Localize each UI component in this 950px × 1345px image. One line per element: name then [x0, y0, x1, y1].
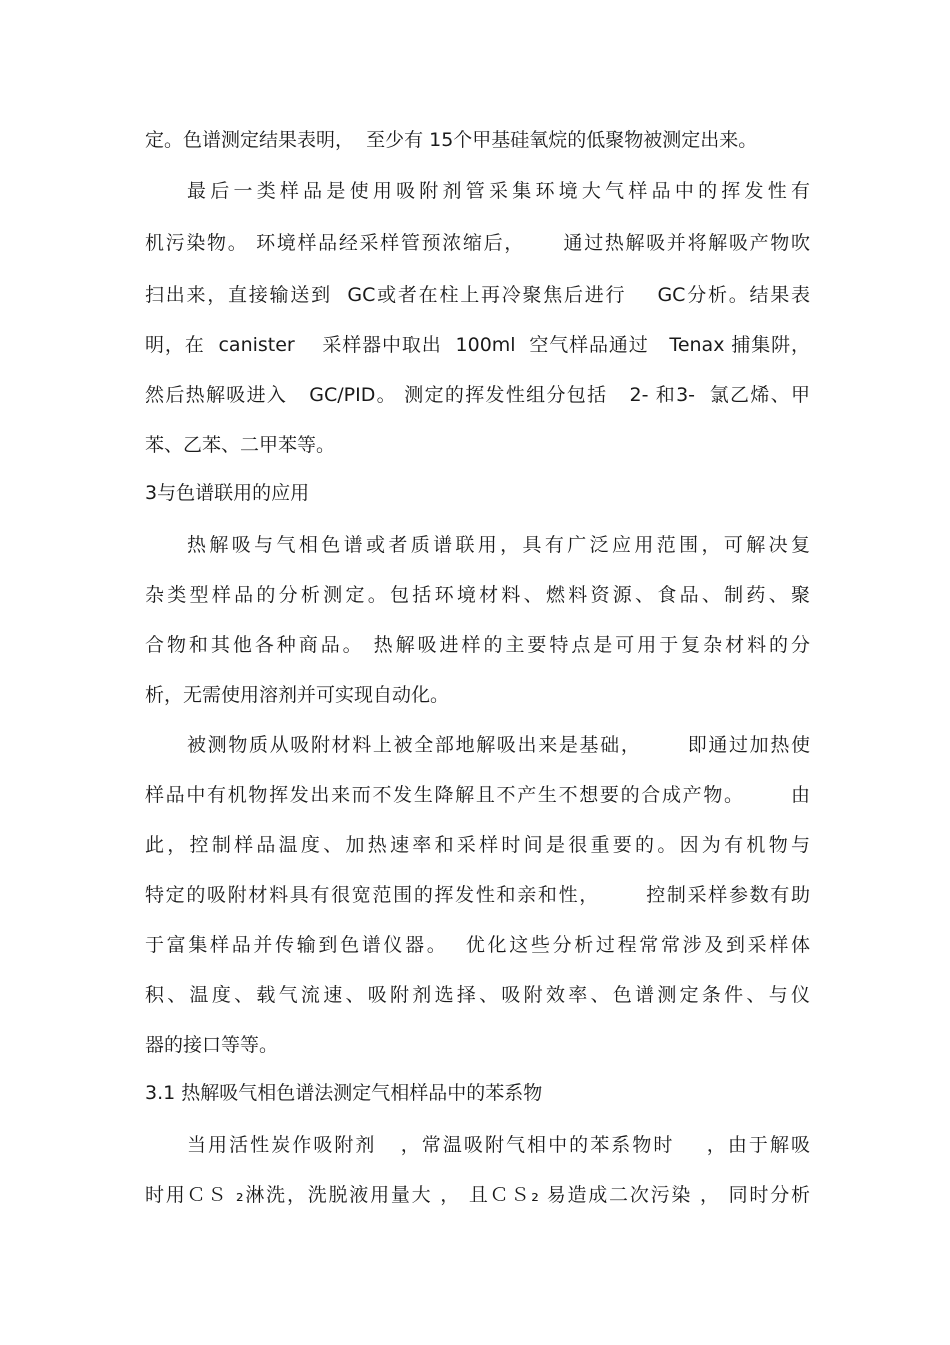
text-line: 明，在 canister 采样器中取出 100ml 空气样品通过 Tenax 捕集阱，	[145, 334, 810, 356]
text-line: 此，控制样品温度、加热速率和采样时间是很重要的。因为有机物与	[145, 834, 810, 856]
text-line: 积、温度、载气流速、吸附剂选择、吸附效率、色谱测定条件、与仪	[145, 984, 810, 1006]
text-line: 杂类型样品的分析测定。包括环境材料、燃料资源、食品、制药、聚	[145, 584, 810, 606]
text-line: 当用活性炭作吸附剂 ，常温吸附气相中的苯系物时 ，由于解吸	[187, 1134, 810, 1156]
text-line: 样品中有机物挥发出来而不发生降解且不产生不想要的合成产物。 由	[145, 784, 810, 806]
text-line: 特定的吸附材料具有很宽范围的挥发性和亲和性， 控制采样参数有助	[145, 884, 810, 906]
text-line: 器的接口等等。	[145, 1034, 279, 1056]
text-line: 于富集样品并传输到色谱仪器。 优化这些分析过程常常涉及到采样体	[145, 934, 810, 956]
section-heading: 3与色谱联用的应用	[145, 482, 310, 504]
text-line: 时用ＣＳ ₂淋洗，洗脱液用量大 ， 且ＣＳ₂ 易造成二次污染 ， 同时分析	[145, 1184, 810, 1206]
text-line: 合物和其他各种商品。 热解吸进样的主要特点是可用于复杂材料的分	[145, 634, 810, 656]
text-line: 被测物质从吸附材料上被全部地解吸出来是基础， 即通过加热使	[187, 734, 810, 756]
text-line: 最后一类样品是使用吸附剂管采集环境大气样品中的挥发性有	[187, 180, 810, 202]
text-line: 然后热解吸进入 GC/PID。 测定的挥发性组分包括 2- 和3- 氯乙烯、甲	[145, 384, 810, 406]
text-line: 扫出来，直接输送到 GC或者在柱上再冷聚焦后进行 GC分析。结果表	[145, 284, 810, 306]
text-line: 热解吸与气相色谱或者质谱联用，具有广泛应用范围，可解决复	[187, 534, 810, 556]
text-line: 析，无需使用溶剂并可实现自动化。	[145, 684, 450, 706]
text-line: 苯、乙苯、二甲苯等。	[145, 434, 336, 456]
text-line: 机污染物。 环境样品经采样管预浓缩后， 通过热解吸并将解吸产物吹	[145, 232, 810, 254]
section-heading: 3.1 热解吸气相色谱法测定气相样品中的苯系物	[145, 1082, 543, 1104]
text-line: 定。色谱测定结果表明， 至少有 15个甲基硅氧烷的低聚物被测定出来。	[145, 129, 758, 151]
